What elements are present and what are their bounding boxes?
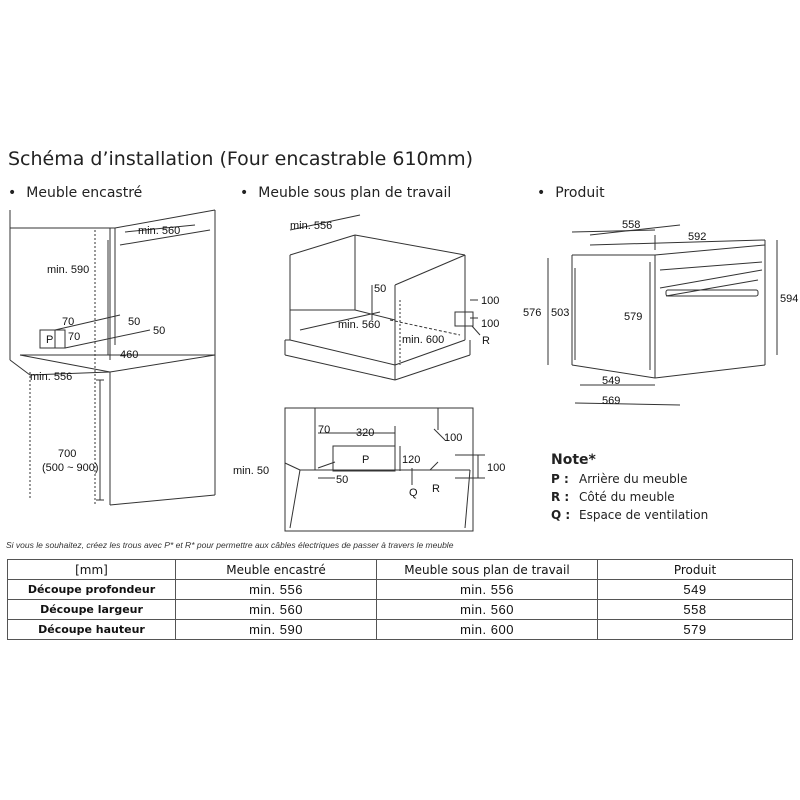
table-cell: min. 556 — [377, 580, 598, 600]
dim-label: 50 — [374, 283, 387, 295]
column-header: Meuble encastré — [176, 560, 377, 580]
dim-label: min. 560 — [338, 319, 381, 331]
diagram-meuble-sous-plan — [285, 215, 480, 380]
column-header: [mm] — [8, 560, 176, 580]
dim-label: 592 — [688, 231, 707, 243]
dim-label: 70 — [318, 424, 331, 436]
row-header: Découpe profondeur — [8, 580, 176, 600]
dim-label: 50 — [128, 316, 141, 328]
dim-label: 100 — [481, 295, 500, 307]
dim-label: 700 — [58, 448, 77, 460]
footnote: Si vous le souhaitez, créez les trous avec P* et R* pour permettre aux câbles électriques de passer à travers le meuble — [6, 540, 454, 550]
table-cell: min. 560 — [176, 600, 377, 620]
row-header: Découpe hauteur — [8, 620, 176, 640]
column-header: Produit — [598, 560, 793, 580]
dim-label: 569 — [602, 395, 621, 407]
table-row — [8, 600, 793, 620]
table-cell: min. 590 — [176, 620, 377, 640]
dim-label: min. 50 — [233, 465, 270, 477]
dim-label: 100 — [444, 432, 463, 444]
note-key: R : — [551, 490, 570, 504]
bullet-icon: • — [8, 185, 17, 201]
dim-label: 70 — [62, 316, 75, 328]
note-key: Q : — [551, 508, 571, 522]
table-row — [8, 620, 793, 640]
dim-label: P — [362, 454, 370, 466]
dim-label: min. 556 — [290, 220, 333, 232]
dim-label: 549 — [602, 375, 621, 387]
dim-label: (500 ~ 900) — [42, 462, 99, 474]
dim-label: 50 — [336, 474, 349, 486]
column-header: Meuble sous plan de travail — [377, 560, 598, 580]
note-key: P : — [551, 472, 569, 486]
dim-label: 100 — [481, 318, 500, 330]
table-cell: min. 556 — [176, 580, 377, 600]
diagram-decoupe — [285, 408, 485, 531]
dim-label: 70 — [68, 331, 81, 343]
table-cell: 558 — [598, 600, 793, 620]
note-text: Espace de ventilation — [579, 508, 709, 522]
table-row — [8, 580, 793, 600]
table-cell: min. 560 — [377, 600, 598, 620]
table-cell: 549 — [598, 580, 793, 600]
dim-label: 460 — [120, 349, 139, 361]
diagram-produit — [548, 225, 777, 405]
note-text: Arrière du meuble — [579, 472, 688, 486]
dim-label: 558 — [622, 219, 641, 231]
dim-label: 594 — [780, 293, 799, 305]
dim-label: Q — [409, 487, 418, 499]
dim-label: 579 — [624, 311, 643, 323]
dim-label: 120 — [402, 454, 421, 466]
diagram-meuble-encastre — [10, 210, 215, 505]
dim-label: 503 — [551, 307, 570, 319]
note-item — [551, 488, 708, 506]
section-label: Meuble sous plan de travail — [258, 185, 452, 201]
dimensions-table — [7, 559, 793, 640]
note-box — [551, 452, 708, 524]
dim-label: min. 600 — [402, 334, 445, 346]
section-label: Meuble encastré — [26, 185, 143, 201]
section-label: Produit — [555, 185, 605, 201]
dim-label: min. 556 — [30, 371, 73, 383]
dim-label: R — [482, 335, 490, 347]
note-text: Côté du meuble — [579, 490, 675, 504]
note-title: Note* — [551, 452, 596, 468]
dim-label: 576 — [523, 307, 542, 319]
table-cell: 579 — [598, 620, 793, 640]
row-header: Découpe largeur — [8, 600, 176, 620]
dim-label: 50 — [153, 325, 166, 337]
page-title: Schéma d’installation (Four encastrable 610mm) — [8, 148, 474, 170]
table-cell: min. 600 — [377, 620, 598, 640]
dim-label: 100 — [487, 462, 506, 474]
bullet-icon: • — [240, 185, 249, 201]
bullet-icon: • — [537, 185, 546, 201]
dim-label: R — [432, 483, 440, 495]
note-item — [551, 506, 708, 524]
table-header-row — [8, 560, 793, 580]
note-item — [551, 470, 708, 488]
dim-label: 320 — [356, 427, 375, 439]
dim-label: P — [46, 334, 54, 346]
dim-label: min. 560 — [138, 225, 181, 237]
dim-label: min. 590 — [47, 264, 90, 276]
